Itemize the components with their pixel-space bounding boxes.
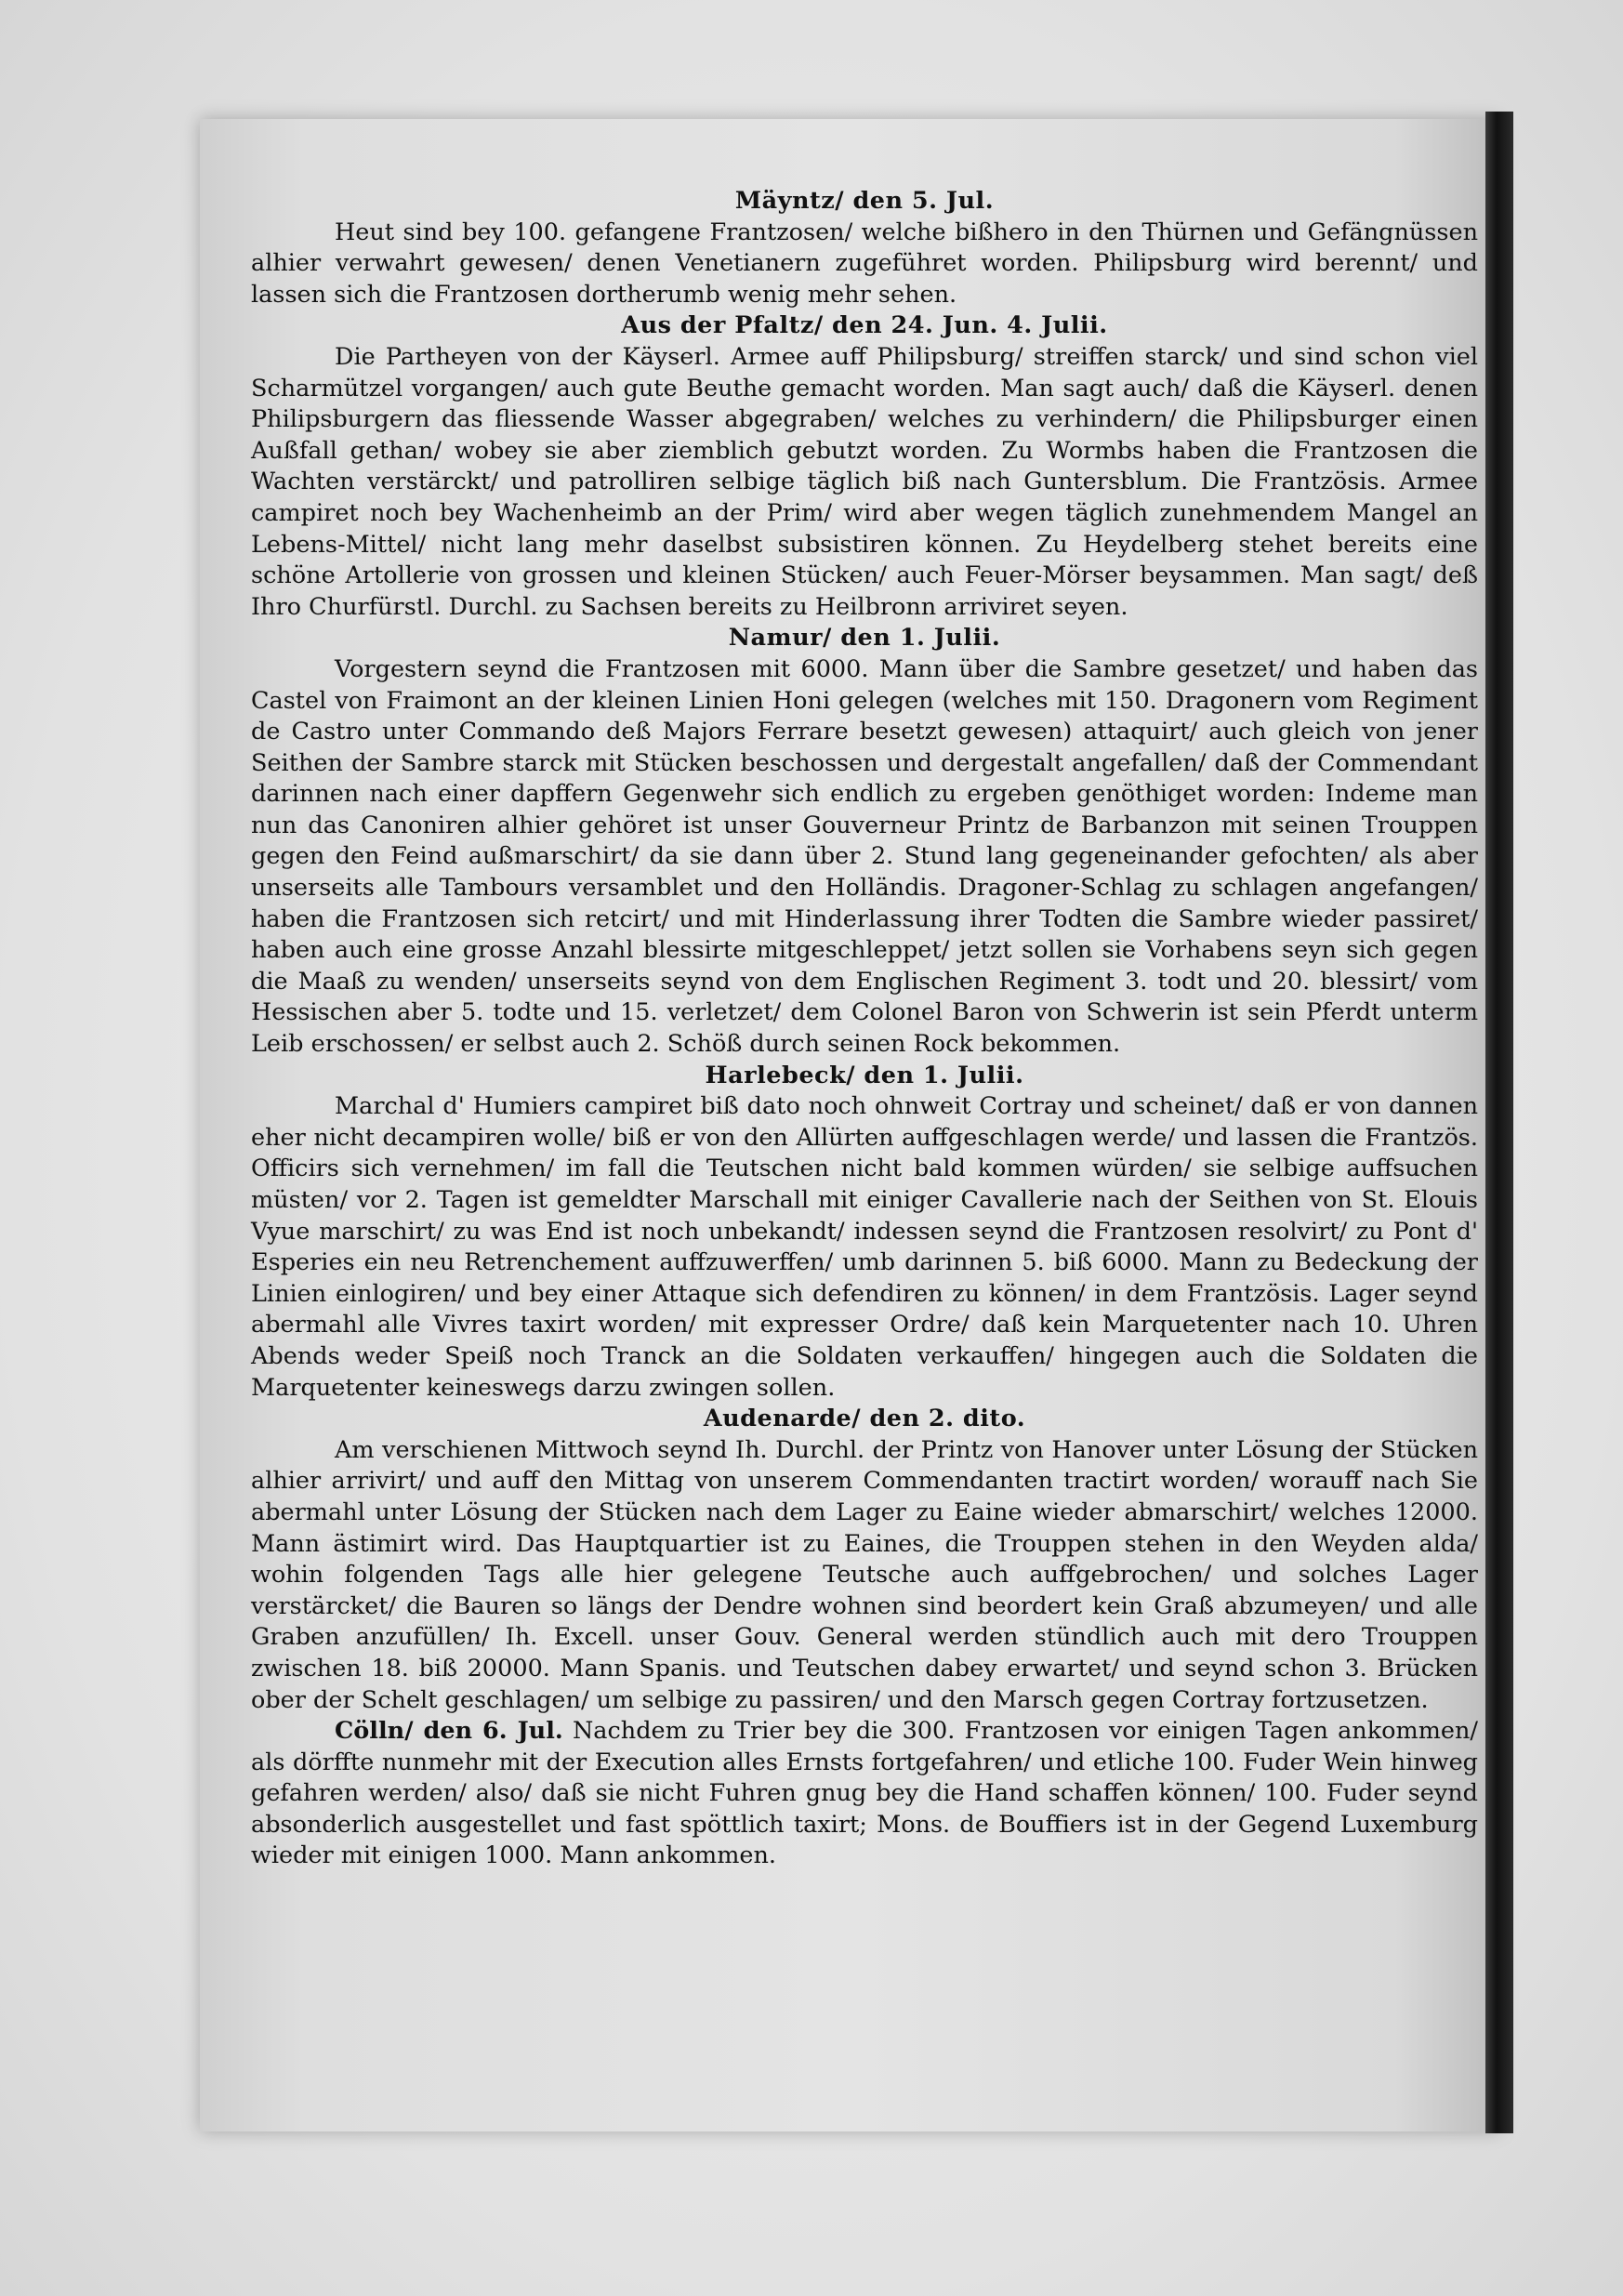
section-heading-audenarde: Audenarde/ den 2. dito. bbox=[703, 1405, 1026, 1433]
section-heading-harlebeck: Harlebeck/ den 1. Julii. bbox=[705, 1061, 1024, 1089]
section-heading-mainz: Mäyntz/ den 5. Jul. bbox=[734, 187, 995, 215]
section-text-audenarde: Am verschienen Mittwoch seynd Ih. Durchl. der Printz von Hanover unter Lösung der Stücken alhier arrivirt/ und auff den Mittag von unserem Commendanten tractirt worden/ worauff nach Sie abermahl unter Lösung der Stücken nach dem Lager zu Eaine wieder abmarschirt/ welches 12000. Mann ästimirt wird. Das Hauptquartier ist zu Eaines, die Trouppen stehen in den Weyden alda/ wohin folgenden Tags alle hier gelegene Teutsche auch auffgebrochen/ und solches Lager verstärcket/ die Bauren so längs der Dendre wohnen sind beordert kein Graß abzumeyen/ und alle Graben anzufüllen/ Ih. Excell. unser Gouv. General werden stündlich auch mit dero Trouppen zwischen 18. biß 20000. Mann Spanis. und Teutschen dabey erwartet/ und seynd schon 3. Brücken ober der Schelt geschlagen/ um selbige zu passiren/ und den Marsch gegen Cortray fortzusetzen. bbox=[251, 1435, 1478, 1714]
section-heading-namur: Namur/ den 1. Julii. bbox=[728, 624, 1001, 653]
article-body bbox=[251, 186, 1478, 1872]
page-edge-shadow bbox=[1485, 112, 1513, 2133]
section-text-mainz: Heut sind bey 100. gefangene Frantzosen/ welche bißhero in den Thürnen und Gefängnüssen alhier verwahrt gewesen/ denen Venetianern zugeführet worden. Philipsburg wird berennt/ und lassen sich die Frantzosen dortherumb wenig mehr sehen. bbox=[251, 218, 1478, 309]
section-lead-coelln: Cölln/ den 6. Jul. bbox=[335, 1717, 563, 1746]
section-text-harlebeck: Marchal d' Humiers campiret biß dato noch ohnweit Cortray und scheinet/ daß er von dannen eher nicht decampiren wolle/ biß er von den Allürten auffgeschlagen werde/ und lassen die Frantzös. Officirs sich vernehmen/ im fall die Teutschen nicht bald kommen würden/ sie selbige auffsuchen müsten/ vor 2. Tagen ist gemeldter Marschall mit einiger Cavallerie nach der Seithen von St. Elouis Vyue marschirt/ zu was End ist noch unbekandt/ indessen seynd die Frantzosen resolvirt/ zu Pont d' Esperies ein neu Retrenchement auffzuwerffen/ umb darinnen 5. biß 6000. Mann zu Bedeckung der Linien einlogiren/ und bey einer Attaque sich defendiren zu können/ in dem Frantzösis. Lager seynd abermahl alle Vivres taxirt worden/ mit expresser Ordre/ daß kein Marquetenter nach 10. Uhren Abends weder Speiß noch Tranck an die Soldaten verkauffen/ hingegen auch die Soldaten die Marquetenter keineswegs darzu zwingen sollen. bbox=[251, 1092, 1478, 1402]
section-coelln bbox=[251, 1716, 1478, 1872]
section-text-coelln: Nachdem zu Trier bey die 300. Frantzosen vor einigen Tagen ankommen/ als dörffte nunmehr mit der Execution alles Ernsts fortgefahren/ und etliche 100. Fuder Wein hinweg gefahren werden/ also/ daß sie nicht Fuhren gnug bey die Hand schaffen können/ 100. Fuder seynd absonderlich ausgestellet und fast spöttlich taxirt; Mons. de Bouffiers ist in der Gegend Luxemburg wieder mit einigen 1000. Mann ankommen. bbox=[251, 1717, 1478, 1870]
section-text-pfaltz: Die Partheyen von der Käyserl. Armee auff Philipsburg/ streiffen starck/ und sind schon viel Scharmützel vorgangen/ auch gute Beuthe gemacht worden. Man sagt auch/ daß die Käyserl. denen Philipsburgern das fliessende Wasser abgegraben/ welches zu verhindern/ die Philipsburger einen Außfall gethan/ wobey sie aber ziemblich gebutzt worden. Zu Wormbs haben die Frantzosen die Wachten verstärckt/ und patrolliren selbige täglich biß nach Guntersblum. Die Frantzösis. Armee campiret noch bey Wachenheimb an der Prim/ wird aber wegen täglich zunehmendem Mangel an Lebens-Mittel/ nicht lang mehr daselbst subsistiren können. Zu Heydelberg stehet bereits eine schöne Artollerie von grossen und kleinen Stücken/ auch Feuer-Mörser beysammen. Man sagt/ deß Ihro Churfürstl. Durchl. zu Sachsen bereits zu Heilbronn arriviret seyen. bbox=[251, 342, 1478, 621]
section-heading-pfaltz: Aus der Pfaltz/ den 24. Jun. 4. Julii. bbox=[621, 311, 1108, 340]
section-text-namur: Vorgestern seynd die Frantzosen mit 6000. Mann über die Sambre gesetzet/ und haben das Castel von Fraimont an der kleinen Linien Honi gelegen (welches mit 150. Dragonern vom Regiment de Castro unter Commando deß Majors Ferrare besetzt gewesen) attaquirt/ auch gleich von jener Seithen der Sambre starck mit Stücken beschossen und dergestalt angefallen/ daß der Commendant darinnen nach einer dapffern Gegenwehr sich endlich zu ergeben genöthiget worden: Indeme man nun das Canoniren alhier gehöret ist unser Gouverneur Printz de Barbanzon mit seinen Trouppen gegen den Feind außmarschirt/ da sie dann über 2. Stund lang gegeneinander gefochten/ als aber unserseits alle Tambours versamblet und den Holländis. Dragoner-Schlag zu schlagen angefangen/ haben die Frantzosen sich retcirt/ und mit Hinderlassung ihrer Todten die Sambre wieder passiret/ haben auch eine grosse Anzahl blessirte mitgeschleppet/ jetzt sollen sie Vorhabens seyn sich gegen die Maaß zu wenden/ unserseits seynd von dem Englischen Regiment 3. todt und 20. blessirt/ vom Hessischen aber 5. todte und 15. verletzet/ dem Colonel Baron von Schwerin ist sein Pferdt unterm Leib erschossen/ er selbst auch 2. Schöß durch seinen Rock bekommen. bbox=[251, 654, 1478, 1059]
